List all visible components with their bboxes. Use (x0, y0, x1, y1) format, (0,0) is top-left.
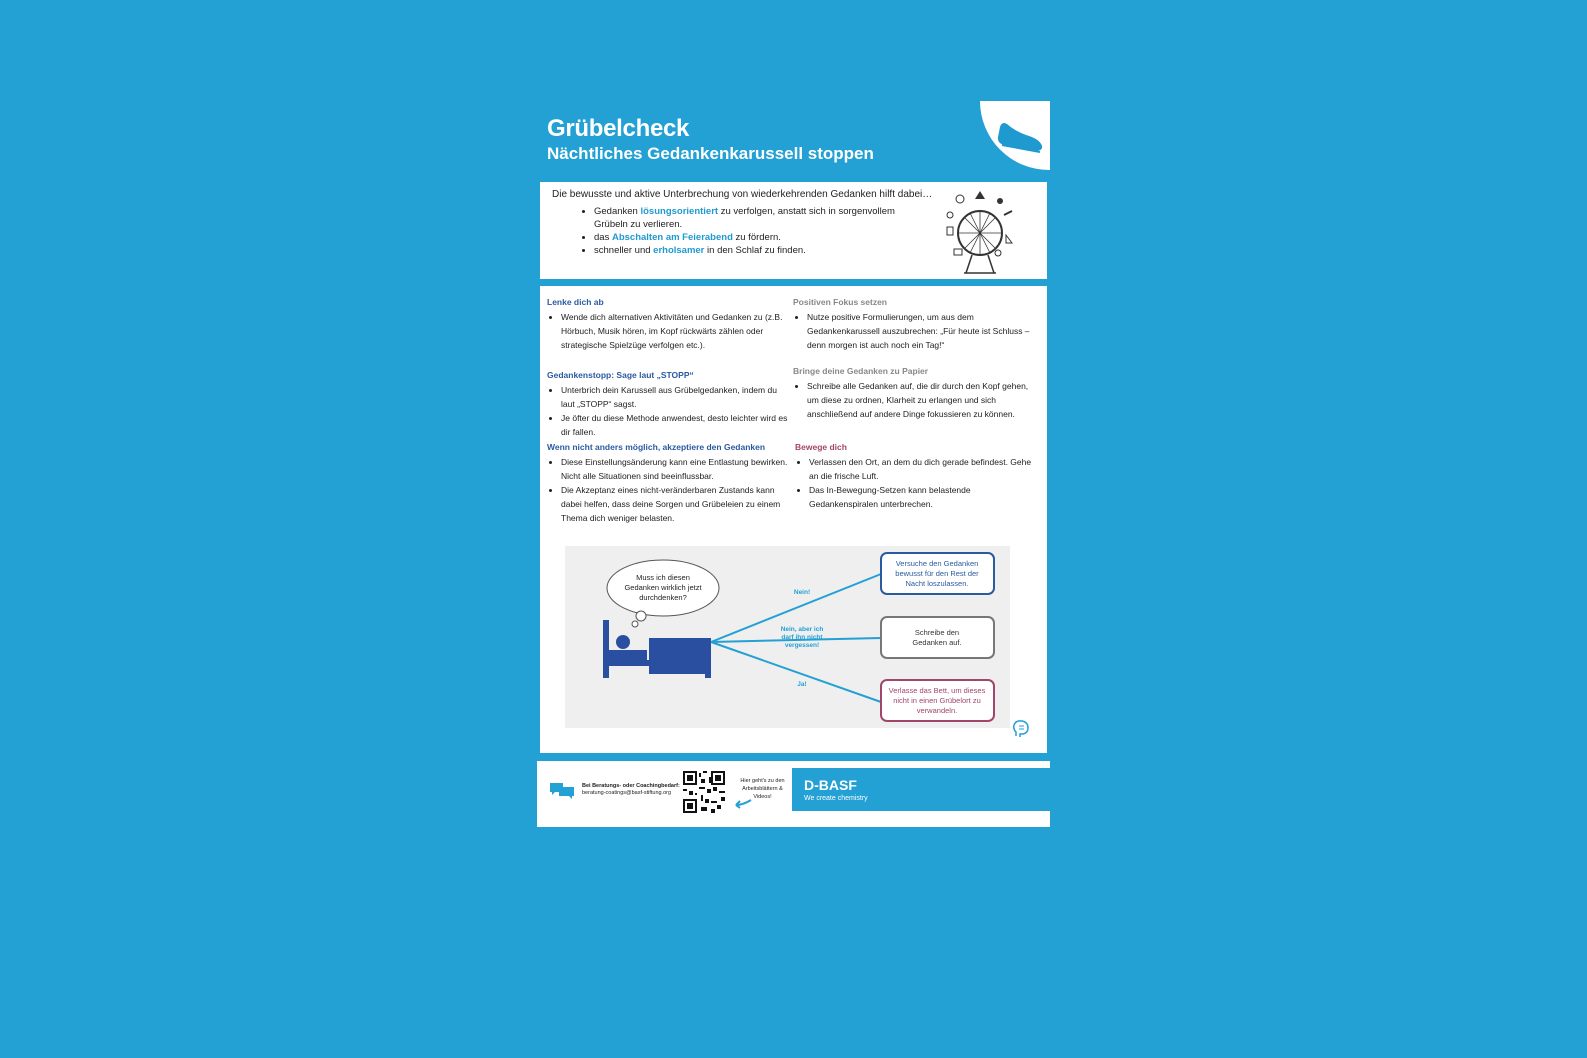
highlight-text: lösungsorientiert (640, 206, 719, 217)
label-maybe: Nein, aber ich darf ihn nicht vergessen! (780, 626, 824, 649)
item-text: Gedanken (594, 206, 641, 217)
list-item: • Verlassen den Ort, an dem du dich gerade befindest. Gehe an die frische Luft. (809, 455, 1040, 483)
section-distract (547, 295, 792, 352)
list-item: • Unterbrich dein Karussell aus Grübelgedanken, indem du laut „STOPP“ sagst. (561, 383, 792, 411)
qr-code[interactable] (683, 771, 725, 813)
brand-name: D-BASF (804, 777, 857, 793)
intro-lead: Die bewusste und aktive Unterbrechung von wiederkehrenden Gedanken hilft dabei… (552, 189, 933, 200)
list-item: • Die Akzeptanz eines nicht-veränderbaren Zustands kann dabei helfen, dass deine Sorgen und Grübeleien zu einem Thema dich weniger belasten. (561, 483, 797, 525)
item-text: zu verfolgen, anstatt sich in sorgenvollem Grübeln zu verlieren. (594, 206, 895, 230)
section-title: Positiven Fokus setzen (793, 297, 887, 307)
box-write-down (881, 617, 994, 658)
svg-text:Verlasse das Bett, um diesesni: Verlasse das Bett, um dieses nicht in einen Grübelort zu verwandeln. (888, 686, 986, 715)
head-bubble-icon (1011, 719, 1031, 739)
list-item: • Schreibe alle Gedanken auf, die dir durch den Kopf gehen, um diese zu ordnen, Klarheit zu erlangen und sich anschließend auf andere Dinge fokussieren zu können. (807, 379, 1038, 421)
section-title: Bewege dich (795, 442, 847, 452)
contact-info (582, 783, 680, 797)
svg-text:Versuche den Gedankenbewusst f: Versuche den Gedanken bewusst für den Rest der Nacht loszulassen. (895, 559, 979, 588)
intro-list (580, 205, 924, 257)
item-text: schneller und (594, 245, 654, 256)
page-subtitle: Nächtliches Gedankenkarussell stoppen (547, 144, 874, 163)
section-move (795, 440, 1040, 511)
list-item (594, 244, 924, 257)
section-stop (547, 368, 792, 439)
footer (537, 761, 1050, 827)
list-item: • Wende dich alternativen Aktivitäten und Gedanken zu (z.B. Hörbuch, Musik hören, im Kopf rückwärts zählen oder strategische Spielzüge verfolgen etc.). (561, 310, 792, 352)
tips-panel (540, 286, 1047, 753)
item-text: zu fördern. (732, 232, 781, 243)
section-title: Gedankenstopp: Sage laut „STOPP“ (547, 370, 694, 380)
shoe-badge (980, 101, 1050, 170)
intro-panel (540, 182, 1047, 279)
thought-line: Muss ich diesen (636, 573, 690, 582)
list-item (594, 231, 924, 244)
item-text: in den Schlaf zu finden. (704, 245, 806, 256)
poster (537, 101, 1050, 827)
label-yes: Ja! (797, 681, 807, 688)
page-title: Grübelcheck (547, 115, 690, 142)
list-item: • Das In-Bewegung-Setzen kann belastende Gedankenspiralen unterbrechen. (809, 483, 1040, 511)
thought-line: durchdenken? (639, 593, 687, 602)
highlight-text: Abschalten am Feierabend (611, 232, 733, 243)
shoe-icon (980, 101, 1050, 170)
contact-label: Bei Beratungs- oder Coachingbedarf: (582, 783, 680, 789)
svg-text:Schreibe denGedanken auf.: Schreibe den Gedanken auf. (912, 628, 962, 647)
bed-icon (603, 620, 711, 678)
highlight-text: erholsamer (653, 245, 705, 256)
list-item: • Je öfter du diese Methode anwendest, desto leichter wird es dir fallen. (561, 411, 792, 439)
basf-logo[interactable] (792, 768, 880, 811)
label-no: Nein! (793, 589, 811, 596)
list-item: • Nutze positive Formulierungen, um aus dem Gedankenkarussell auszubrechen: „Für heute ist Schluss – denn morgen ist auch noch ein Tag!“ (807, 310, 1038, 352)
section-title: Lenke dich ab (547, 297, 604, 307)
thought-line: Gedanken wirklich jetzt (624, 583, 702, 592)
list-item (594, 205, 924, 231)
box-let-go (881, 553, 994, 594)
chat-icon (549, 781, 575, 801)
ferris-wheel-icon (940, 187, 1020, 275)
thought-cloud (607, 560, 719, 627)
section-accept (547, 440, 797, 525)
worksheet-hint: Hier geht's zu den Arbeitsblättern & Videos! (740, 778, 785, 800)
decision-diagram (565, 546, 1010, 728)
arrow-left-icon (733, 797, 753, 809)
section-focus (793, 295, 1038, 352)
brand-claim: We create chemistry (804, 795, 868, 802)
section-title: Bringe deine Gedanken zu Papier (793, 366, 929, 376)
list-item: • Diese Einstellungsänderung kann eine Entlastung bewirken. Nicht alle Situationen sind beeinflussbar. (561, 455, 797, 483)
section-paper (793, 364, 1038, 421)
box-leave-bed (881, 680, 994, 721)
section-title: Wenn nicht anders möglich, akzeptiere den Gedanken (547, 442, 766, 452)
contact-email[interactable]: beratung-coatings@basf-stiftung.org (582, 790, 672, 796)
item-text: das (594, 232, 612, 243)
